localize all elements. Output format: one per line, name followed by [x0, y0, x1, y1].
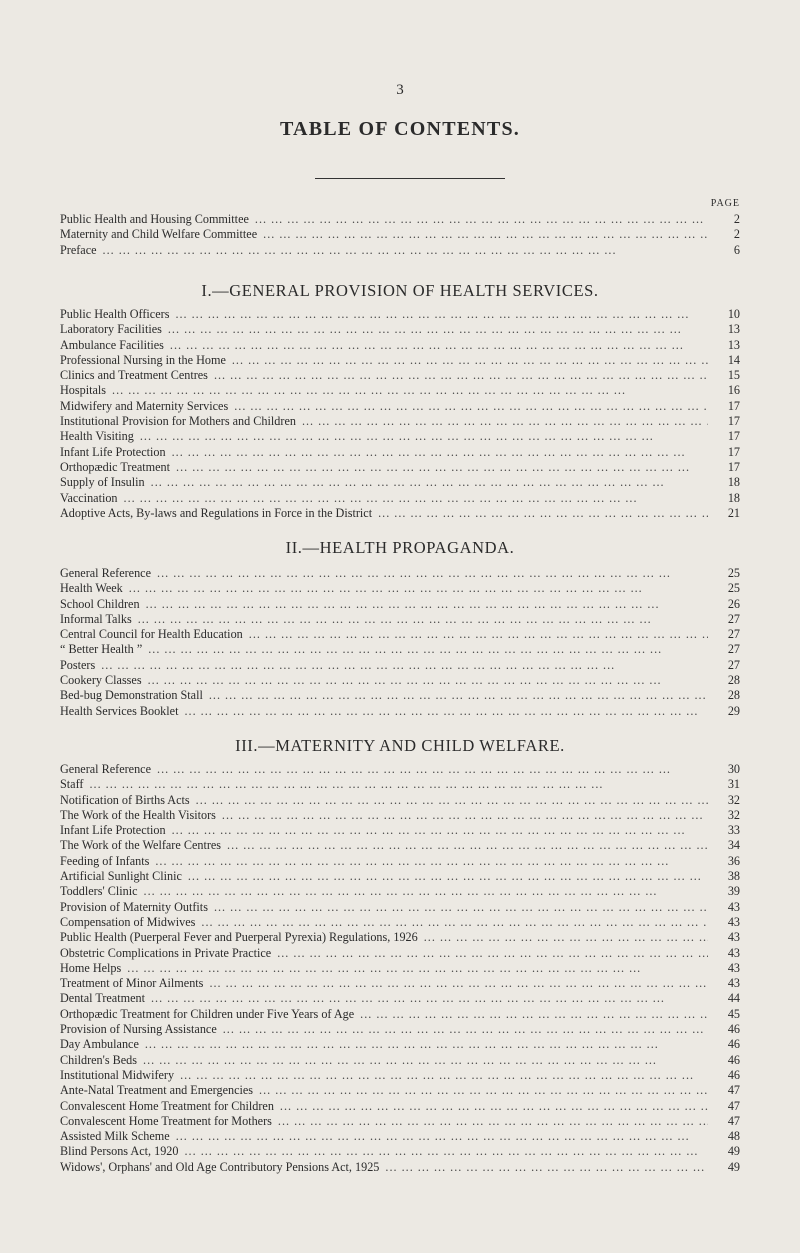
toc-entry-title: Home Helps: [60, 960, 122, 975]
toc-entry-title: Widows', Orphans' and Old Age Contributory Pensions Act, 1925: [60, 1159, 380, 1174]
leader-dots: [176, 460, 708, 475]
toc-entry-page: 28: [727, 673, 740, 688]
toc-entry-page: 43: [727, 899, 740, 914]
leader-dots: [378, 506, 708, 521]
leader-dots: [124, 491, 708, 506]
front-matter-list: [60, 212, 740, 258]
toc-entry: [60, 1083, 740, 1098]
leader-dots: [249, 627, 708, 642]
toc-entry-page: 27: [727, 611, 740, 626]
toc-entry: [60, 642, 740, 657]
toc-entry-title: Midwifery and Maternity Services: [60, 398, 229, 413]
toc-entry-page: 18: [727, 490, 740, 505]
toc-entry-title: Professional Nursing in the Home: [60, 352, 226, 367]
leader-dots: [302, 414, 708, 429]
toc-entry-page: 2: [733, 212, 740, 226]
leader-dots: [103, 243, 708, 258]
toc-entry: [60, 368, 740, 383]
leader-dots: [360, 1007, 708, 1022]
toc-entry-title: “ Better Health ”: [60, 642, 143, 657]
leader-dots: [146, 597, 708, 612]
leader-dots: [127, 961, 708, 976]
leader-dots: [223, 1022, 708, 1037]
leader-dots: [148, 642, 708, 657]
toc-entry: [60, 597, 740, 612]
leader-dots: [184, 704, 708, 719]
toc-entry: [60, 243, 740, 258]
toc-entry-page: 10: [727, 307, 740, 321]
toc-entry-page: 13: [727, 337, 740, 352]
leader-dots: [209, 976, 708, 991]
leader-dots: [89, 777, 708, 792]
toc-entry-title: General Reference: [60, 762, 152, 776]
toc-entry-page: 27: [727, 642, 740, 657]
toc-entry: [60, 414, 740, 429]
toc-entry-title: School Children: [60, 596, 140, 611]
toc-entry-page: 29: [727, 703, 740, 718]
toc-entry: [60, 1022, 740, 1037]
leader-dots: [188, 869, 708, 884]
leader-dots: [145, 1037, 708, 1052]
toc-entry: [60, 991, 740, 1006]
toc-entry-page: 47: [727, 1098, 740, 1113]
toc-entry: [60, 1114, 740, 1129]
toc-entry-title: Feeding of Infants: [60, 853, 150, 868]
toc-entry-page: 47: [727, 1113, 740, 1128]
toc-entry-title: Dental Treatment: [60, 991, 145, 1006]
toc-entry: [60, 808, 740, 823]
toc-entry: [60, 491, 740, 506]
leader-dots: [424, 930, 708, 945]
toc-entry-title: Bed-bug Demonstration Stall: [60, 688, 203, 703]
toc-entry: [60, 838, 740, 853]
toc-entry: [60, 581, 740, 596]
toc-entry-title: Informal Talks: [60, 611, 132, 626]
toc-entry: [60, 673, 740, 688]
leader-dots: [148, 673, 708, 688]
toc-entry: [60, 1160, 740, 1175]
toc-entry: [60, 475, 740, 490]
toc-entry-page: 32: [727, 792, 740, 807]
toc-entry: [60, 307, 740, 322]
toc-entry-title: The Work of the Welfare Centres: [60, 838, 222, 853]
leader-dots: [209, 688, 708, 703]
toc-entry-page: 18: [727, 475, 740, 490]
leader-dots: [278, 1114, 708, 1129]
toc-entry-page: 13: [727, 322, 740, 337]
toc-entry-title: Cookery Classes: [60, 673, 142, 688]
leader-dots: [138, 612, 708, 627]
section-general-provision-list: [60, 307, 740, 521]
leader-dots: [112, 383, 708, 398]
toc-entry-title: Adoptive Acts, By-laws and Regulations in Force in the District: [60, 505, 373, 520]
toc-entry-page: 45: [727, 1006, 740, 1021]
page-number: 3: [396, 82, 404, 98]
toc-entry-page: 43: [727, 930, 740, 945]
toc-entry: [60, 1053, 740, 1068]
toc-entry-page: 43: [727, 945, 740, 960]
leader-dots: [259, 1083, 708, 1098]
toc-entry-page: 15: [727, 368, 740, 383]
toc-entry: [60, 338, 740, 353]
section-heading-general-provision: I.—GENERAL PROVISION OF HEALTH SERVICES.: [201, 281, 599, 300]
toc-entry: [60, 353, 740, 368]
toc-entry: [60, 227, 740, 242]
leader-dots: [168, 322, 708, 337]
toc-entry: [60, 1068, 740, 1083]
toc-entry-title: Compensation of Midwives: [60, 914, 196, 929]
toc-entry-title: Central Council for Health Education: [60, 627, 243, 642]
toc-entry: [60, 658, 740, 673]
toc-entry-page: 44: [727, 991, 740, 1006]
toc-entry-title: Supply of Insulin: [60, 475, 145, 490]
section-heading-maternity-child-welfare: III.—MATERNITY AND CHILD WELFARE.: [235, 736, 565, 755]
toc-entry: [60, 900, 740, 915]
toc-entry-title: Day Ambulance: [60, 1037, 139, 1052]
toc-entry-page: 38: [727, 869, 740, 884]
toc-entry-page: 25: [727, 581, 740, 596]
toc-entry: [60, 854, 740, 869]
toc-entry-page: 36: [727, 853, 740, 868]
toc-entry: [60, 869, 740, 884]
toc-entry-page: 46: [727, 1022, 740, 1037]
section-heading-health-propaganda: II.—HEALTH PROPAGANDA.: [285, 538, 515, 557]
leader-dots: [214, 900, 708, 915]
toc-entry-page: 26: [727, 596, 740, 611]
toc-entry-page: 16: [727, 383, 740, 398]
toc-entry-title: Provision of Nursing Assistance: [60, 1022, 217, 1037]
toc-entry-title: Laboratory Facilities: [60, 322, 162, 337]
toc-entry-title: Toddlers' Clinic: [60, 884, 138, 899]
leader-dots: [280, 1099, 708, 1114]
toc-entry: [60, 627, 740, 642]
toc-entry-page: 17: [727, 414, 740, 429]
toc-entry-title: Assisted Milk Scheme: [60, 1129, 170, 1144]
toc-entry-page: 25: [727, 566, 740, 580]
toc-entry-page: 49: [727, 1144, 740, 1159]
toc-entry-title: Artificial Sunlight Clinic: [60, 869, 182, 884]
toc-entry-page: 21: [727, 505, 740, 520]
toc-entry-title: Vaccination: [60, 490, 118, 505]
leader-dots: [172, 823, 708, 838]
toc-entry-page: 17: [727, 429, 740, 444]
toc-entry-page: 28: [727, 688, 740, 703]
leader-dots: [385, 1160, 708, 1175]
toc-entry-page: 17: [727, 398, 740, 413]
toc-entry-page: 17: [727, 459, 740, 474]
leader-dots: [157, 762, 708, 777]
leader-dots: [277, 946, 708, 961]
toc-entry-title: Public Health Officers: [60, 307, 170, 321]
toc-entry: [60, 884, 740, 899]
toc-entry-page: 27: [727, 657, 740, 672]
toc-entry-title: The Work of the Health Visitors: [60, 807, 216, 822]
toc-entry-title: Provision of Maternity Outfits: [60, 899, 208, 914]
toc-entry: [60, 777, 740, 792]
toc-entry: [60, 762, 740, 777]
toc-entry-title: Institutional Midwifery: [60, 1067, 175, 1082]
leader-dots: [175, 307, 708, 322]
leader-dots: [157, 566, 708, 581]
toc-entry-page: 2: [733, 227, 740, 242]
toc-entry: [60, 1037, 740, 1052]
toc-entry: [60, 506, 740, 521]
toc-entry: [60, 1007, 740, 1022]
toc-entry: [60, 383, 740, 398]
toc-entry-title: Children's Beds: [60, 1052, 138, 1067]
section-maternity-child-welfare-list: [60, 762, 740, 1175]
toc-entry-page: 43: [727, 914, 740, 929]
leader-dots: [129, 581, 708, 596]
toc-entry-title: Notification of Births Acts: [60, 792, 190, 807]
toc-entry: [60, 704, 740, 719]
toc-entry: [60, 1129, 740, 1144]
leader-dots: [151, 475, 708, 490]
toc-entry: [60, 460, 740, 475]
leader-dots: [214, 368, 708, 383]
toc-entry-page: 46: [727, 1052, 740, 1067]
title-divider: [315, 178, 505, 179]
leader-dots: [101, 658, 708, 673]
toc-entry-page: 33: [727, 823, 740, 838]
toc-entry: [60, 946, 740, 961]
toc-entry: [60, 961, 740, 976]
toc-entry-page: 39: [727, 884, 740, 899]
toc-entry: [60, 322, 740, 337]
toc-entry-title: Ante-Natal Treatment and Emergencies: [60, 1083, 254, 1098]
toc-entry: [60, 1099, 740, 1114]
leader-dots: [232, 353, 708, 368]
toc-entry-title: Blind Persons Act, 1920: [60, 1144, 179, 1159]
toc-entry-title: Health Services Booklet: [60, 703, 179, 718]
toc-entry-title: Orthopædic Treatment for Children under Five Years of Age: [60, 1006, 355, 1021]
toc-entry-title: Convalescent Home Treatment for Mothers: [60, 1113, 272, 1128]
toc-entry-page: 6: [733, 242, 740, 257]
toc-entry-page: 47: [727, 1083, 740, 1098]
toc-entry-page: 48: [727, 1129, 740, 1144]
leader-dots: [143, 1053, 708, 1068]
page-column-label: PAGE: [710, 198, 740, 209]
toc-entry: [60, 399, 740, 414]
toc-entry: [60, 566, 740, 581]
leader-dots: [227, 838, 708, 853]
toc-entry: [60, 612, 740, 627]
toc-entry: [60, 930, 740, 945]
toc-entry-title: Hospitals: [60, 383, 107, 398]
leader-dots: [140, 429, 708, 444]
toc-entry: [60, 688, 740, 703]
leader-dots: [144, 884, 708, 899]
page-title: TABLE OF CONTENTS.: [280, 118, 520, 140]
toc-entry-title: Health Week: [60, 581, 123, 596]
toc-entry-title: Health Visiting: [60, 429, 134, 444]
toc-entry-title: Public Health (Puerperal Fever and Puerperal Pyrexia) Regulations, 1926: [60, 930, 418, 945]
toc-entry: [60, 823, 740, 838]
toc-entry-page: 31: [727, 777, 740, 792]
toc-entry: [60, 1144, 740, 1159]
toc-entry-page: 17: [727, 444, 740, 459]
toc-entry-title: Clinics and Treatment Centres: [60, 368, 208, 383]
leader-dots: [170, 338, 708, 353]
toc-entry-page: 46: [727, 1067, 740, 1082]
leader-dots: [222, 808, 708, 823]
leader-dots: [155, 854, 708, 869]
toc-entry-title: Preface: [60, 242, 97, 257]
toc-entry-title: Treatment of Minor Ailments: [60, 976, 204, 991]
leader-dots: [234, 399, 708, 414]
toc-entry-page: 49: [727, 1159, 740, 1174]
toc-entry-page: 34: [727, 838, 740, 853]
toc-entry-page: 32: [727, 807, 740, 822]
toc-entry-page: 30: [727, 762, 740, 776]
toc-entry-title: Ambulance Facilities: [60, 337, 164, 352]
toc-entry-title: Posters: [60, 657, 96, 672]
toc-entry-page: 46: [727, 1037, 740, 1052]
leader-dots: [185, 1144, 709, 1159]
toc-entry-page: 43: [727, 976, 740, 991]
toc-entry: [60, 976, 740, 991]
toc-entry-title: Obstetric Complications in Private Practice: [60, 945, 272, 960]
toc-entry: [60, 429, 740, 444]
toc-entry-page: 27: [727, 627, 740, 642]
leader-dots: [172, 445, 708, 460]
toc-entry-title: Infant Life Protection: [60, 823, 166, 838]
leader-dots: [263, 227, 708, 242]
section-health-propaganda-list: [60, 566, 740, 719]
toc-entry-title: Institutional Provision for Mothers and Children: [60, 414, 296, 429]
toc-entry-title: Infant Life Protection: [60, 444, 166, 459]
toc-entry: [60, 915, 740, 930]
toc-entry-title: Convalescent Home Treatment for Children: [60, 1098, 274, 1113]
toc-entry-title: Staff: [60, 777, 84, 792]
toc-entry-title: Maternity and Child Welfare Committee: [60, 227, 258, 242]
toc-entry-title: General Reference: [60, 566, 152, 580]
leader-dots: [151, 991, 708, 1006]
toc-entry: [60, 445, 740, 460]
toc-entry-page: 43: [727, 960, 740, 975]
leader-dots: [196, 793, 708, 808]
toc-entry-title: Orthopædic Treatment: [60, 459, 171, 474]
leader-dots: [180, 1068, 708, 1083]
leader-dots: [176, 1129, 708, 1144]
toc-entry-title: Public Health and Housing Committee: [60, 212, 249, 226]
toc-entry: [60, 793, 740, 808]
leader-dots: [255, 212, 708, 227]
toc-entry: [60, 212, 740, 227]
leader-dots: [201, 915, 708, 930]
toc-entry-page: 14: [727, 352, 740, 367]
